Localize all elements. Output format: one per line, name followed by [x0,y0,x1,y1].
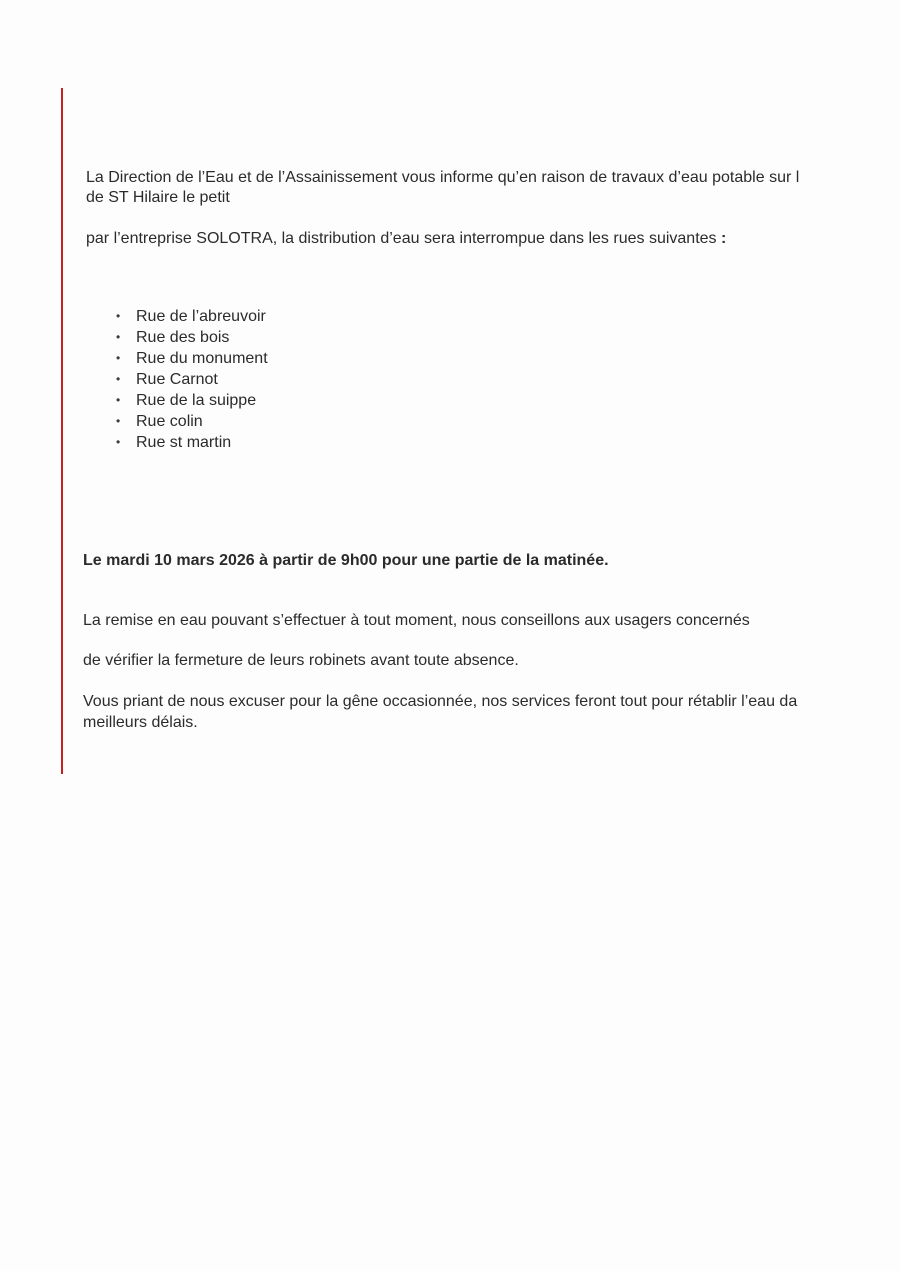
street-list [114,306,268,453]
bullet-icon: • [116,351,121,365]
street-name: Rue colin [136,413,203,430]
street-list-item [114,348,268,369]
intro-line-3-colon: : [716,230,727,247]
bullet-icon: • [116,372,121,386]
interruption-date: Le mardi 10 mars 2026 à partir de 9h00 pour une partie de la matinée. [83,552,609,569]
street-name: Rue de l’abreuvoir [136,308,266,325]
apology-line-2: meilleurs délais. [83,714,198,731]
bullet-icon: • [116,393,121,407]
intro-line-3-text: par l’entreprise SOLOTRA, la distribution d’eau sera interrompue dans les rues suivantes [86,230,717,247]
bullet-icon: • [116,414,121,428]
intro-line-2: de ST Hilaire le petit [86,189,230,206]
remise-line-1: La remise en eau pouvant s’effectuer à tout moment, nous conseillons aux usagers concernés [83,612,750,629]
bullet-icon: • [116,309,121,323]
street-name: Rue du monument [136,350,268,367]
intro-line-1: La Direction de l’Eau et de l’Assainissement vous informe qu’en raison de travaux d’eau potable sur l [86,169,800,186]
street-list-item [114,390,268,411]
street-list-item [114,432,268,453]
street-name: Rue de la suippe [136,392,257,409]
street-name: Rue des bois [136,329,230,346]
street-list-item [114,327,268,348]
bullet-icon: • [116,330,121,344]
intro-line-3 [86,229,726,249]
street-name: Rue Carnot [136,371,218,388]
street-list-item [114,306,268,327]
remise-line-2: de vérifier la fermeture de leurs robinets avant toute absence. [83,652,519,669]
apology-line-1: Vous priant de nous excuser pour la gêne occasionnée, nos services feront tout pour rétablir l’eau da [83,693,798,710]
street-list-item [114,411,268,432]
street-list-item [114,369,268,390]
street-name: Rue st martin [136,434,232,451]
bullet-icon: • [116,435,121,449]
